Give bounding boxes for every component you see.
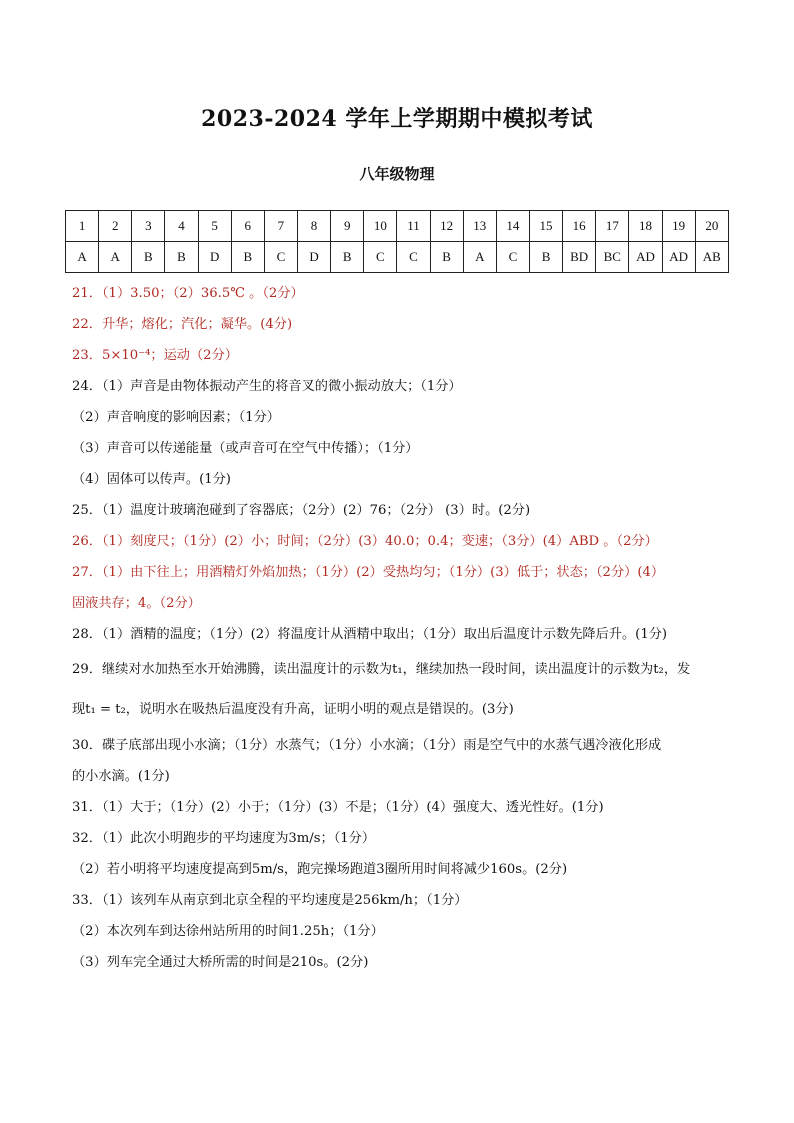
page-title: 2023-2024 学年上学期期中模拟考试 <box>201 106 593 132</box>
answer-cell: D <box>297 242 330 273</box>
question-number-cell: 3 <box>132 211 165 242</box>
question-number-cell: 5 <box>198 211 231 242</box>
answer-line: 固液共存；4。（2分） <box>72 596 201 611</box>
question-number-cell: 19 <box>662 211 695 242</box>
question-number-cell: 10 <box>364 211 397 242</box>
question-number-cell: 4 <box>165 211 198 242</box>
answer-line: 23．5×10⁻⁴；运动（2分） <box>72 348 238 363</box>
answer-line: 25．（1）温度计玻璃泡碰到了容器底；（2分）(2）76；（2分） (3）时。(2分) <box>72 503 531 518</box>
answer-cell: B <box>132 242 165 273</box>
question-number-cell: 12 <box>430 211 463 242</box>
answer-table <box>65 210 729 273</box>
answer-line: 30．碟子底部出现小水滴；（1分）水蒸气；（1分）小水滴；（1分）雨是空气中的水蒸气遇冷液化形成 <box>72 738 662 753</box>
answer-cell: C <box>496 242 529 273</box>
question-number-row <box>66 211 729 242</box>
question-number-cell: 14 <box>496 211 529 242</box>
answer-line: 26．（1）刻度尺；（1分）(2）小；时间；（2分）(3）40.0；0.4；变速；（3分）(4）ABD 。（2分） <box>72 534 658 549</box>
answer-cell: A <box>463 242 496 273</box>
answer-line: （2）若小明将平均速度提高到5m/s，跑完操场跑道3圈所用时间将减少160s。(2分) <box>72 862 568 877</box>
question-number-cell: 11 <box>397 211 430 242</box>
answer-cell: BC <box>596 242 629 273</box>
answer-line: （4）固体可以传声。(1分) <box>72 472 231 487</box>
answer-line: （3）列车完全通过大桥所需的时间是210s。(2分) <box>72 955 369 970</box>
answer-cell: A <box>66 242 99 273</box>
question-number-cell: 18 <box>629 211 662 242</box>
answer-line: 24．（1）声音是由物体振动产生的将音叉的微小振动放大；（1分） <box>72 379 462 394</box>
question-number-cell: 9 <box>331 211 364 242</box>
question-number-cell: 16 <box>563 211 596 242</box>
answer-line: 33．（1）该列车从南京到北京全程的平均速度是256km/h；（1分） <box>72 893 468 908</box>
answer-cell: D <box>198 242 231 273</box>
answer-cell: B <box>430 242 463 273</box>
answer-row <box>66 242 729 273</box>
answer-cell: BD <box>563 242 596 273</box>
question-number-cell: 13 <box>463 211 496 242</box>
question-number-cell: 2 <box>99 211 132 242</box>
question-number-cell: 6 <box>231 211 264 242</box>
answer-cell: AB <box>695 242 728 273</box>
question-number-cell: 1 <box>66 211 99 242</box>
answer-cell: B <box>331 242 364 273</box>
answer-line: 27．（1）由下往上；用酒精灯外焰加热；（1分）(2）受热均匀；（1分）(3）低于；状态；（2分）(4） <box>72 565 665 580</box>
answer-line: 22．升华；熔化；汽化；凝华。(4分) <box>72 317 293 332</box>
answer-line: 29．继续对水加热至水开始沸腾，读出温度计的示数为t₁，继续加热一段时间，读出温度计的示数为t₂，发 <box>72 662 691 677</box>
answer-line: 28．（1）酒精的温度；（1分）(2）将温度计从酒精中取出；（1分）取出后温度计示数先降后升。(1分) <box>72 627 668 642</box>
answer-line: 的小水滴。(1分) <box>72 769 170 784</box>
question-number-cell: 20 <box>695 211 728 242</box>
answer-cell: B <box>165 242 198 273</box>
answer-cell: AD <box>629 242 662 273</box>
answer-line: （3）声音可以传递能量（或声音可在空气中传播）；（1分） <box>72 441 419 456</box>
page-subtitle: 八年级物理 <box>359 165 435 183</box>
question-number-cell: 15 <box>529 211 562 242</box>
answer-lines <box>72 278 732 978</box>
answer-cell: AD <box>662 242 695 273</box>
answer-cell: B <box>231 242 264 273</box>
answer-cell: B <box>529 242 562 273</box>
answer-line: 现t₁ = t₂，说明水在吸热后温度没有升高，证明小明的观点是错误的。(3分) <box>72 702 514 717</box>
question-number-cell: 7 <box>264 211 297 242</box>
answer-cell: C <box>364 242 397 273</box>
question-number-cell: 8 <box>297 211 330 242</box>
answer-line: 31．（1）大于；（1分）(2）小于；（1分）(3）不是；（1分）(4）强度大、透光性好。(1分) <box>72 800 604 815</box>
answer-cell: C <box>264 242 297 273</box>
answer-line: 21．（1）3.50；（2）36.5℃ 。（2分） <box>72 286 304 301</box>
question-number-cell: 17 <box>596 211 629 242</box>
answer-cell: A <box>99 242 132 273</box>
answer-line: 32．（1）此次小明跑步的平均速度为3m/s；（1分） <box>72 831 376 846</box>
answer-line: （2）本次列车到达徐州站所用的时间1.25h；（1分） <box>72 924 384 939</box>
answer-cell: C <box>397 242 430 273</box>
answer-line: （2）声音响度的影响因素；（1分） <box>72 410 280 425</box>
